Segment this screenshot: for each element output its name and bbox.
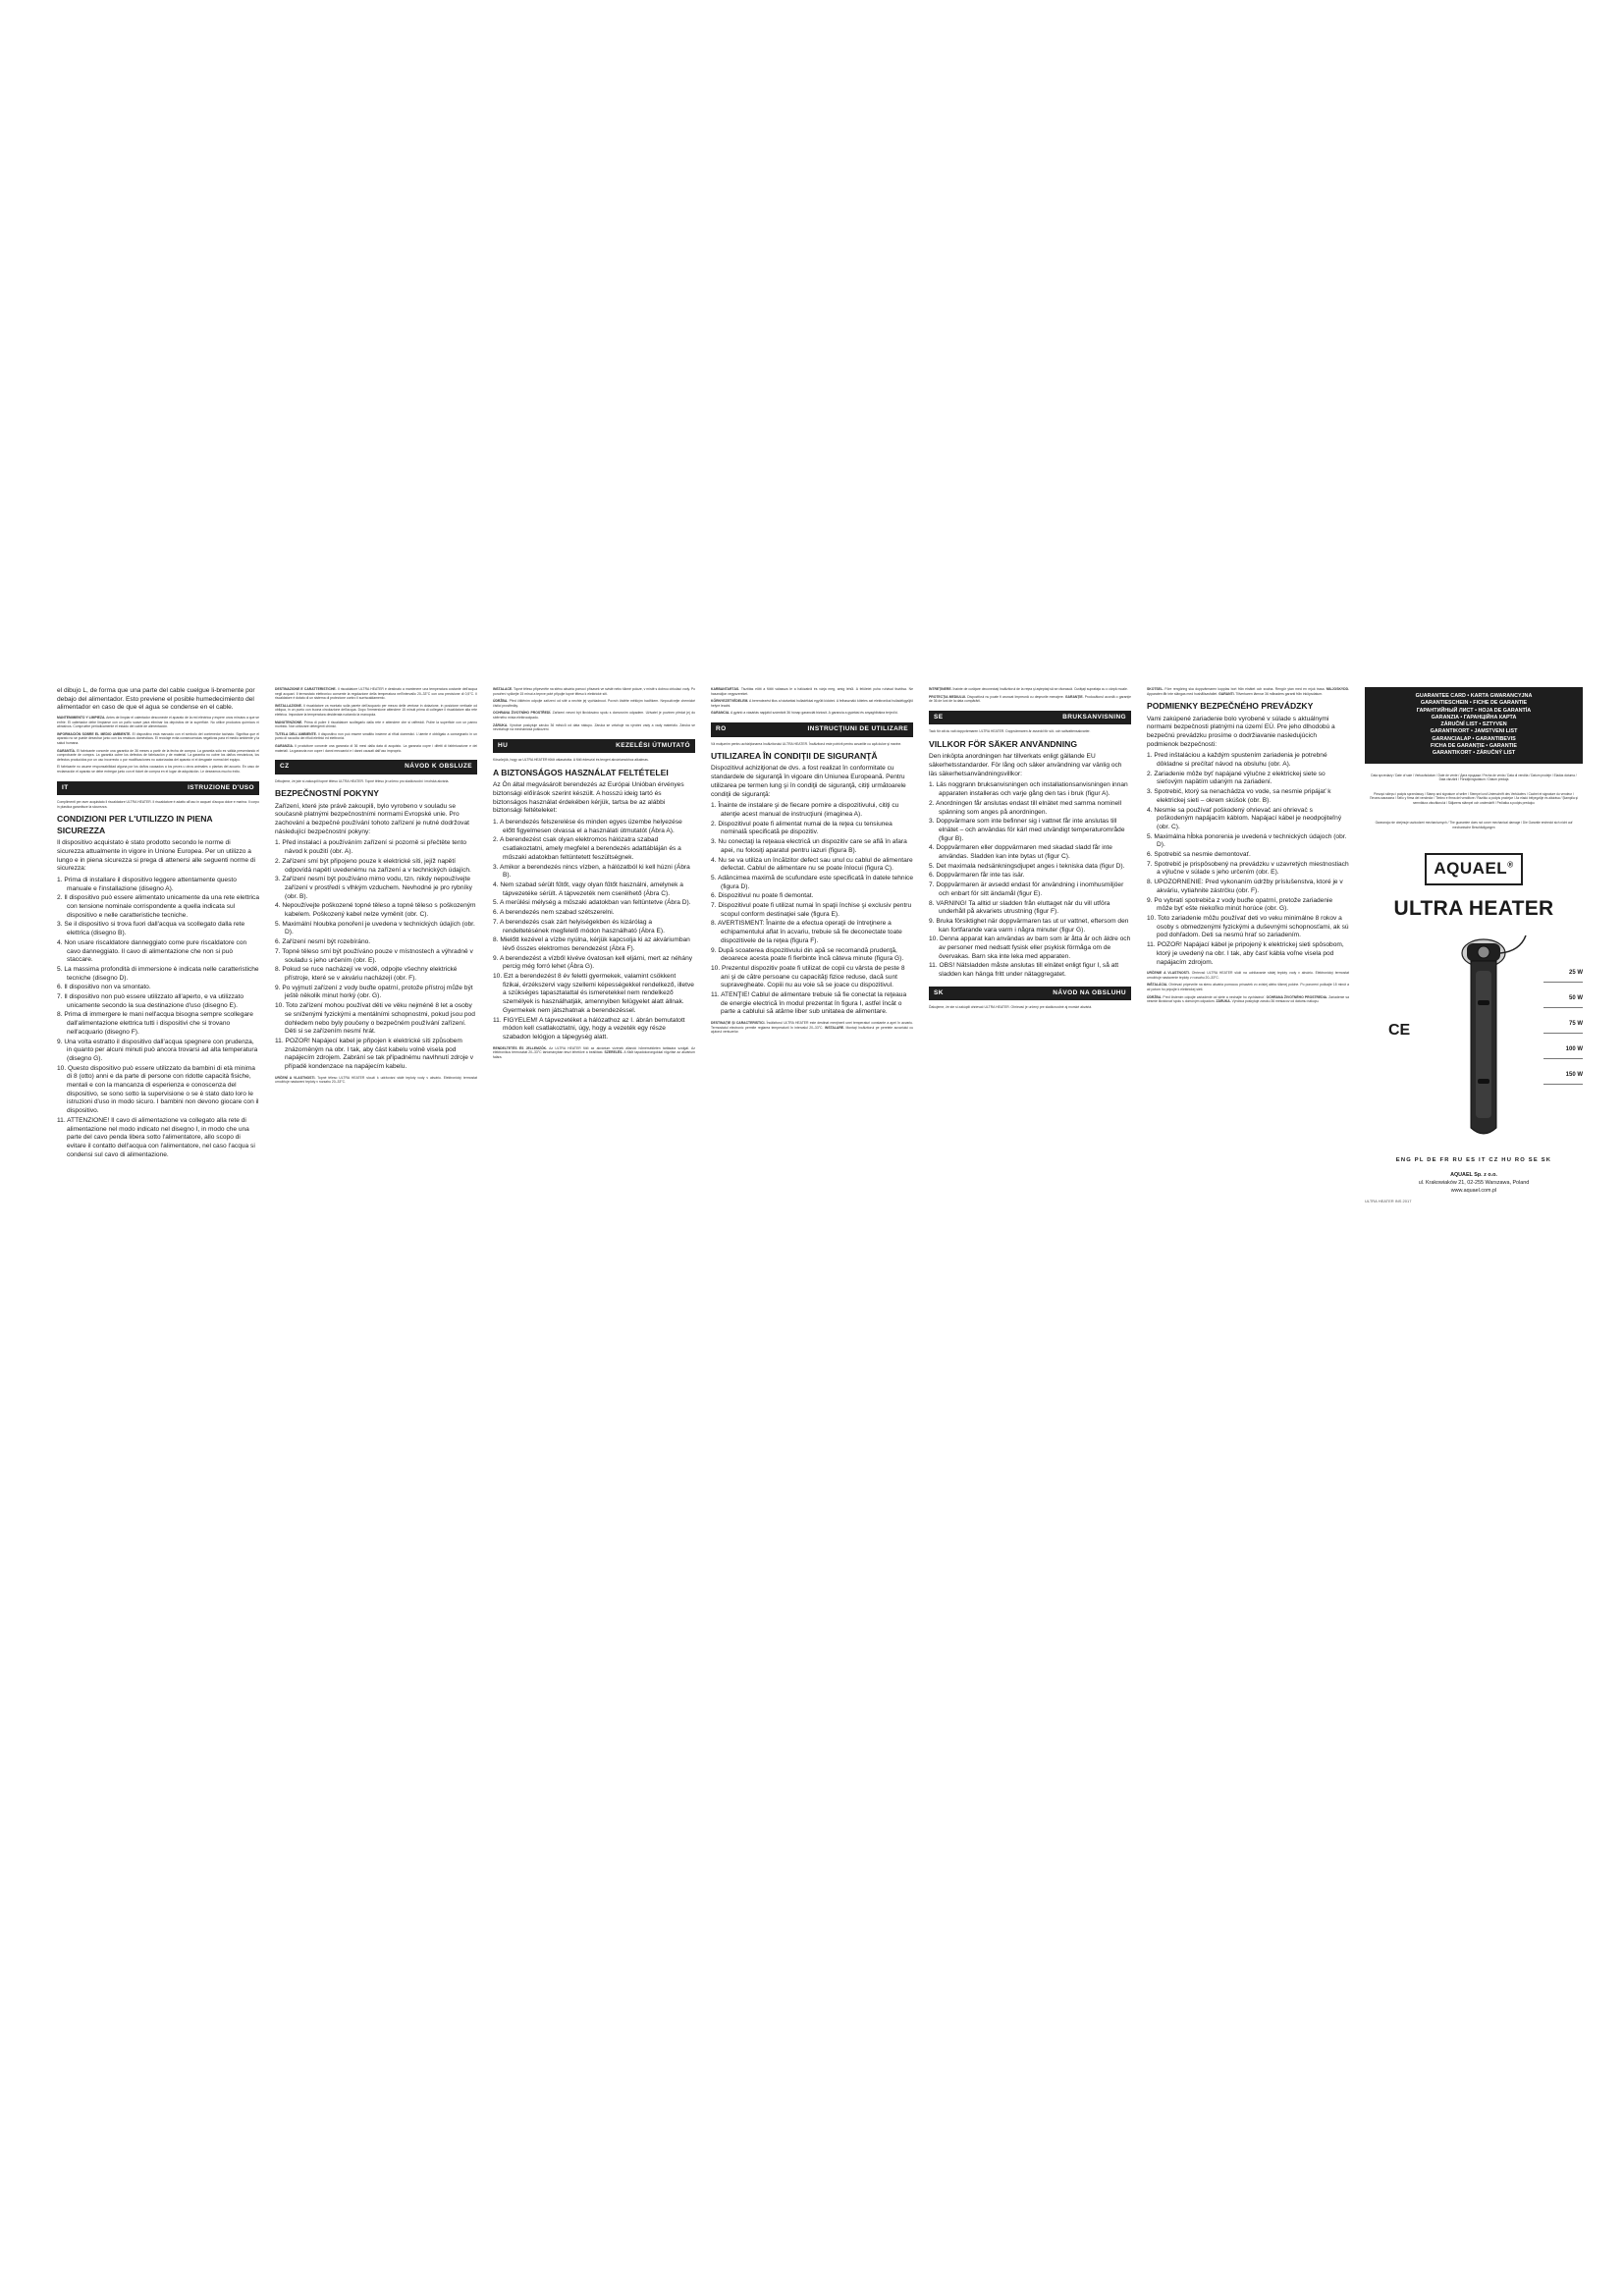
fine-print-block: DESTINAZIONE E CARATTERISTICHE. Il riscaldatore ULTRA HEATER è destinato a mantenere una temperatura costante dell'acqua negli acquari. Il termostato elettronico consente la regolazione della temperatura nell'intervallo 20–33°C con una precisione di 0,5°C. Il riscaldatore è dotato di un sistema di protezione contro il surriscaldamento. [275,687,477,701]
fine-print-block: Tack för att du valt doppvärmaren ULTRA HEATER. Doppvärmaren är avsedd för söt- och saltvattensakvarier. [929,729,1091,734]
safety-title-se: VILLKOR FÖR SÄKER ANVÄNDNING [929,738,1078,749]
power-option: 50 W [1543,983,1583,1008]
safety-item: 9. Po vybratí spotrebiča z vody buďte opatrní, pretože zariadenie môže byť ešte niekoľko minút horúce (obr. G). [1147,896,1333,913]
safety-item: 3. Amikor a berendezés nincs vízben, a hálózatból ki kell húzni (Ábra B). [493,863,690,880]
safety-item: 9. După scoaterea dispozitivului din apă se recomandă prudenţă, deoarece acesta poate fi fierbinte încă câteva minute (figura G). [711,946,904,963]
safety-item: 8. Mielőtt kezével a vízbe nyúlna, kérjük kapcsolja ki az akváriumban lévő összes elektromos berendezést (Ábra F). [493,936,690,952]
safety-item: 1. Înainte de instalare şi de fiecare pornire a dispozitivului, citiţi cu atenţie acest manual de instrucţiuni (imaginea A). [711,802,899,818]
safety-item: 3. Nu conectaţi la reţeaua electrică un dispozitiv care se află în afara apei, nu folosiţi aparatul pentru iazuri (figura B). [711,838,907,854]
safety-item: 8. AVERTISMENT: Înainte de a efectua operaţii de întreţinere a echipamentului aflat în acvariu, trebuie să fie deconectate toate dispozitivele de la reţea (figura F). [711,920,902,944]
product-title: ULTRA HEATER [1393,896,1554,920]
fine-print-block: MANTENIMIENTO Y LIMPIEZA. Antes de limpiar el calentador desconecte el aparato de la red eléctrica y espere unos minutos a que se enfríe. El calentador debe limpiarse con un paño suave para eliminar los depósitos de la superficie. No utilice productos químicos ni abrasivos. Compruebe periódicamente el estado del cable de alimentación. [57,716,259,729]
safety-intro-it: Il dispositivo acquistato è stato prodotto secondo le norme di sicurezza attualmente in vigore in Unione Europea. Per un utilizzo a lungo e in piena sicurezza si prega di attenersi alle seguenti norme di sicurezza: [57,839,255,873]
fine-print-block: RENDELTETÉS ÉS JELLEMZŐK. Az ULTRA HEATER fűtő az akvárium vizének állandó hőmérsékleten tartására szolgál. Az elektronikus termosztát 20–33°C tartományban teszi lehetővé a beállítást. SZERELÉS. A fűtőt tapadókorongokkal rögzítse az akvárium falára. [493,1045,695,1059]
fine-print-block: TUTELA DELL'AMBIENTE. Il dispositivo non può essere smaltito insieme ai rifiuti domestici. L'utente è obbligato a consegnarlo in un punto di raccolta dei rifiuti elettrici ed elettronici. [275,731,477,741]
safety-title-it: CONDIZIONI PER L'UTILIZZO IN PIENA SICUREZZA [57,814,213,835]
fine-print-block: GARANCIA. A gyártó a vásárlás napjától számított 36 hónap garanciát biztosít. A garancia a gyártási és anyaghibákra terjed ki. [711,711,898,716]
safety-item: 3. Se il dispositivo si trova fuori dall'acqua va scollegato dalla rete elettrica (disegno B). [57,921,245,937]
fine-print-block: PROTECŢIA MEDIULUI. Dispozitivul nu poate fi aruncat împreună cu deşeurile menajere. GARANŢIE. Producătorul acordă o garanţie de 36 de luni de la data cumpărării. [929,694,1131,704]
guarantee-fine-print: Pieczęć sklepu i podpis sprzedawcy / Stamp and signature of seller / Stempel und Unterschrift des Verkäufers / Cachet et signature du vendeur / Печать магазина / Sello y firma del vendedor / Timbro e firma del venditore / Razítko a podpis prodejce / Az eladó bélyegzője és aláírása / Ştampila şi semnătura vânzătorului / Säljarens stämpel och underskrift / Pečiatka a podpis predajcu [1370,791,1578,805]
safety-item: 4. Nesmie sa používať poškodený ohrievač ani ohrievač s poškodeným napájacím káblom. Napájací kábel je neodpojiteľný (obr. C). [1147,806,1342,830]
safety-item: 5. Adâncimea maximă de scufundare este specificată în datele tehnice (figura D). [711,874,913,890]
column-hu [493,687,695,1500]
safety-item: 8. Prima di immergere le mani nell'acqua bisogna sempre scollegare dall'alimentazione elettrica tutti i dispositivi che si trovano nell'acquario (disegno F). [57,1011,253,1036]
safety-item: 1. Läs noggrann bruksanvisningen och installationsanvisningen innan apparaten installeras och varje gång den tas i bruk (figur A). [929,781,1128,798]
fine-print-block: URČENÍ A VLASTNOSTI. Topné těleso ULTRA HEATER slouží k udržování stálé teploty vody v akváriu. Elektronický termostat umožňuje nastavení teploty v rozsahu 20–33°C. [275,1075,477,1085]
safety-item: 9. Bruka försiktighet när doppvärmaren tas ut ur vattnet, eftersom den kan fortfarande vara varm i några minuter (figur G). [929,917,1129,934]
manufacturer-info: AQUAEL Sp. z o.o. ul. Krakowiaków 21, 02-255 Warszawa, Poland www.aquael.com.pl [1418,1171,1530,1194]
language-codes: ENG PL DE FR RU ES IT CZ HU RO SE SK [1395,1157,1552,1164]
safety-item: 1. Prima di installare il dispositivo leggere attentamente questo manuale e l'installazione (disegno A). [57,876,237,892]
safety-item: 9. A berendezést a vízből kivéve óvatosan kell eljárni, mert az néhány percig még forró lehet (Ábra G). [493,954,693,971]
safety-item: 5. A merülési mélység a műszaki adatokban van feltüntetve (Ábra D). [493,899,691,907]
instruction-sheet [57,687,1583,1500]
guarantee-fine-print: Gwarancja nie obejmuje uszkodzeń mechanicznych / The guarantee does not cover mechanical damage / Die Garantie erstreckt sich nicht auf mechanische Beschädigungen [1375,821,1573,829]
safety-item: 7. Topné těleso smí být používáno pouze v místnostech a výhradně v souladu s jeho určením (obr. E). [275,947,473,964]
safety-item: 6. A berendezés nem szabad szétszerelni. [493,909,615,917]
column-ro [711,687,913,1500]
safety-item: 9. Una volta estratto il dispositivo dall'acqua spegnere con prudenza, in quanto per alcuni minuti può ancora trovarsi ad alta temperatura (disegno G). [57,1038,258,1062]
column-se [929,687,1131,1500]
safety-item: 4. Non usare riscaldatore danneggiato come pure riscaldatore con cavo danneggiato. Il cavo di alimentazione che non si può staccare. [57,938,247,964]
section-band-hu: HU KEZELÉSI ÚTMUTATÓ [493,739,695,754]
fine-print-block: SKÖTSEL. Före rengöring ska doppvärmaren kopplas bort från elnätet och svalna. Rengör ytan med en mjuk trasa. MILJÖSKYDD. Apparaten får inte slängas med hushållsavfallet. GARANTI. Tillverkaren lämnar 36 månaders garanti från inköpsdatum. [1147,687,1349,696]
fine-print-block: ÎNTREŢINERE. Înainte de curăţare deconectaţi încălzitorul de la reţea şi aşteptaţi să se răcească. Curăţaţi suprafaţa cu o cârpă moale. [929,687,1128,691]
safety-item: 10. Questo dispositivo può essere utilizzato da bambini di età minima di 8 (otto) anni e da parte di persone con ridotte capacità fisiche, mentali e con la mancanza di esperienza e conoscenza del dispositivo, se sono sotto la supervisione o se è stato dato loro le istruzioni d'uso in modo sicuro. I bambini non devono giocare con il dispositivo. [57,1064,259,1115]
fine-print-block: DESTINAŢIE ŞI CARACTERISTICI. Încălzitorul ULTRA HEATER este destinat menţinerii unei temperaturi constante a apei în acvariu. Termostatul electronic permite reglarea temperaturii în intervalul 20–33°C. INSTALARE. Montaţi încălzitorul pe peretele acvariului cu ajutorul ventuzelor. [711,1021,913,1035]
safety-item: 8. VARNING! Ta alltid ur sladden från eluttaget när du vill utföra underhåll på akvariets utrustning (figur F). [929,899,1110,916]
ce-mark: CE [1388,1022,1411,1040]
safety-title-cz: BEZPEČNOSTNÍ POKYNY [275,788,380,799]
fine-print-block: ÚDRŽBA. Před čištěním odpojte zařízení od sítě a nechte jej vychladnout. Povrch čistěte měkkým hadříkem. Nepoužívejte chemické čisticí prostředky. [493,699,695,708]
safety-item: 1. Pred inštaláciou a každým spustením zariadenia je potrebné dôkladne si prečítať návod na obsluhu (obr. A). [1147,752,1327,769]
fine-print-block: ÚDRŽBA. Pred čistením odpojte zariadenie od siete a nechajte ho vychladnúť. OCHRANA ŽIVOTNÉHO PROSTREDIA. Zariadenie sa nesmie likvidovať spolu s domovým odpadom. ZÁRUKA. Výrobca poskytuje záruku 36 mesiacov od dátumu nákupu. [1147,994,1349,1004]
safety-item: 10. Toto zařízení mohou používat děti ve věku nejméně 8 let a osoby se sníženými fyzickými a mentálními schopnostmi, pokud jsou pod dohledem nebo byly poučeny o bezpečném používání zařízení. Děti si se zařízením nesmí hrát. [275,1002,475,1036]
safety-title-ro: UTILIZAREA ÎN CONDIŢII DE SIGURANŢĂ [711,751,878,762]
fine-print-block: KARBANTARTÁS. Tisztítás előtt a fűtőt válassza le a hálózatról és várja meg, amíg lehűl. A felületet puha ruhával tisztítsa. Ne használjon vegyszereket. [711,687,913,696]
section-band-se: SE BRUKSANVISNING [929,711,1131,725]
safety-item: 10. Toto zariadenie môžu používať deti vo veku minimálne 8 rokov a osoby s obmedzenými fyzickými a duševnými schopnosťami, ak sú pod dohľadom. Deti sa nesmú hrať so zariadením. [1147,915,1349,939]
logo-wrap [1365,839,1583,888]
safety-intro-cz: Zařízení, které jste právě zakoupili, bylo vyrobeno v souladu se současně platnými bezpečnostními normami Evropské unie. Pro zachování a bezpečné používání tohoto zařízení je nutné dodržovat následující bezpečnostní pokyny: [275,802,469,835]
spanish-tail-text: el dibujo L, de forma que una parte del cable cuelgue li-bremente por debajo del alimentador. Esto previene el posible humedecimiento del alimentador en caso de que el agua se condense en el cable. [57,687,255,712]
fine-print-block: Complimenti per aver acquistato il riscaldatore ULTRA HEATER. Il riscaldatore è adatto all'uso in acquari d'acqua dolce e marina. Il corpo in plastica garantisce la sicurezza. [57,800,259,809]
safety-item: 3. Zařízení nesmí být používáno mimo vodu, tzn. nikdy nepoužívejte zařízení v prostředí s vlhkým vzduchem. Nevhodné je pro rybníky (obr. B). [275,876,472,900]
fine-print-block: INŠTALÁCIA. Ohrievač pripevnite na stenu akvária pomocou prísaviek vo zvislej alebo šikmej polohe. Po ponorení počkajte 15 minút a až potom ho pripojte k elektrickej sieti. [1147,983,1349,991]
guarantee-fine-print: Data sprzedaży / Date of sale / Verkaufsdatum / Date de vente / Дата продажи / Fecha de venta / Data di vendita / Datum prodeje / Eladás dátuma / Data vânzării / Försäljningsdatum / Dátum predaja [1371,773,1577,782]
fine-print-block: ZÁRUKA. Výrobce poskytuje záruku 36 měsíců od data nákupu. Záruka se vztahuje na výrobní vady a vady materiálu. Záruka se nevztahuje na mechanická poškození. [493,722,695,732]
power-option: 25 W [1543,957,1583,983]
safety-item: 7. A berendezés csak zárt helyiségekben és kizárólag a rendeltetésének megfelelő módon használható (Ábra E). [493,918,665,934]
safety-item: 2. Zariadenie môže byť napájané výlučne z elektrickej siete so sieťovým napätím udaným na zariadení. [1147,770,1326,786]
safety-item: 6. Spotrebič sa nesmie demontovať. [1147,851,1251,859]
safety-item: 4. Doppvärmaren eller doppvärmaren med skadad sladd får inte användas. Sladden kan inte bytas ut (figur C). [929,844,1112,861]
safety-item: 11. POZOR! Napájecí kabel je připojen k elektrické síti způsobem znázorněným na obr. I tak, aby část kabelu volně visela pod napájecím zdrojem. Zabrání se tak případnému navlhnutí zdroje v případě kondenzace na napájecím kabelu. [275,1037,474,1071]
safety-item: 2. A berendezést csak olyan elektromos hálózatra szabad csatlakoztatni, amely megfelel a berendezés adattábláján és a műszaki adatokban feltüntetett feszültségnek. [493,836,681,861]
safety-item: 11. ATTENZIONE! Il cavo di alimentazione va collegato alla rete di alimentazione nel modo indicato nel disegno I, in modo che una parte del cavo penda libera sotto l'alimentatore, allo scopo di evitare il contatto dell'acqua con l'alimentatore, nel caso l'acqua si condensi sul cavo di alimentazione. [57,1116,255,1158]
column-product-panel [1365,687,1583,1500]
safety-item: 2. Zařízení smí být připojeno pouze k elektrické síti, jejíž napětí odpovídá napětí uvedenému na zařízení a v technických údajích. [275,857,471,874]
safety-item: 11. OBS! Nätsladden måste anslutas till elnätet enligt figur I, så att sladden kan hänga fritt under nätaggregatet. [929,962,1119,979]
aquael-logo: AQUAEL® [1425,853,1522,884]
column-sk [1147,687,1349,1500]
safety-title-hu: A BIZTONSÁGOS HASZNÁLAT FELTÉTELEI [493,767,669,777]
safety-item: 11. FIGYELEM! A tápvezetéket a hálózathoz az I. ábrán bemutatott módon kell csatlakoztatni, úgy, hogy a vezeték egy része szabadon lelógjon a tápegység alatt. [493,1016,685,1041]
section-band-cz: CZ NÁVOD K OBSLUZE [275,760,477,774]
fine-print-block: MANUTENZIONE. Prima di pulire il riscaldatore scollegarlo dalla rete e attendere che si raffreddi. Pulire la superficie con un panno morbido. Non utilizzare detergenti chimici. [275,720,477,729]
safety-item: 10. Denna apparat kan användas av barn som är åtta år och äldre och av personer med nedsatt fysisk eller psykisk förmåga om de övervakas. Barn ska inte leka med apparaten. [929,935,1131,960]
heater-illustration [1365,932,1583,1146]
safety-item: 11. POZOR! Napájací kábel je pripojený k elektrickej sieti spôsobom, ktorý je uvedený na obr. I tak, aby časť kábla voľne visela pod napájacím zdrojom. [1147,941,1344,966]
fine-print-block: Vă mulţumim pentru achiziţionarea încălzitorului ULTRA HEATER. Încălzitorul este potrivit pentru acvariile cu apă dulce şi marine. [711,741,902,746]
document-code: ULTRA HEATER INS 2017 [1365,1199,1412,1204]
safety-item: 10. Ezt a berendezést 8 év feletti gyermekek, valamint csökkent fizikai, érzékszervi vagy szellemi képességekkel rendelkező, illetve a szükséges tapasztalattal és ismeretekkel nem rendelkező személyek is használhatják, amennyiben felügyelet alatt állnak. Gyermekek nem játszhatnak a berendezéssel. [493,973,694,1014]
safety-item: 8. Pokud se ruce nacházejí ve vodě, odpojte všechny elektrické přístroje, které se v akváriu nacházejí (obr. F). [275,966,458,982]
safety-item: 1. Před instalací a používáním zařízení si pozorně si přečtěte tento návod k použití (obr. A). [275,839,466,856]
power-list [1543,957,1583,1085]
fine-print-block: Köszönjük, hogy az ULTRA HEATER fűtőt választotta. A fűtő édesvízi és tengeri akváriumokhoz alkalmas. [493,758,649,763]
fine-print-block: OCHRANA ŽIVOTNÍHO PROSTŘEDÍ. Zařízení nesmí být likvidováno spolu s domovním odpadem. Uživatel je povinen předat jej do sběrného místa elektroodpadu. [493,711,695,720]
fine-print-block: Ďakujeme, že ste si zakúpili ohrievač ULTRA HEATER. Ohrievač je určený pre sladkovodné aj morské akváriá. [929,1005,1093,1010]
safety-item: 4. Nem szabad sérült fűtőt, vagy olyan fűtőt használni, amelynek a tápvezetéke sérült. A tápvezeték nem cserélhető (Ábra C). [493,881,683,897]
safety-item: 7. Il dispositivo non può essere utilizzato all'aperto, e va utilizzato unicamente secondo la sua destinazione d'uso (disegno E). [57,993,244,1009]
fine-print-block: GARANTÍA. El fabricante concede una garantía de 36 meses a partir de la fecha de compra. La garantía sólo es válida presentando el comprobante de compra. La garantía cubre los defectos de fabricación y de material. La garantía no cubre los daños mecánicos, los defectos producidos por un uso incorrecto o por modificaciones no autorizadas del aparato ni el desgaste normal del equipo. [57,748,259,762]
heater-drawing [1430,932,1538,1146]
column-it [57,687,259,1500]
fine-print-block: URČENIE A VLASTNOSTI. Ohrievač ULTRA HEATER slúži na udržiavanie stálej teploty vody v akváriu. Elektronický termostat umožňuje nastavenie teploty v rozsahu 20–33°C. [1147,971,1349,980]
safety-item: 4. Nu se va utiliza un încălzitor defect sau unul cu cablul de alimentare defectat. Cablul de alimentare nu se poate înlocui (figura C). [711,856,913,873]
safety-intro-ro: Dispozitivul achiziţionat de dvs. a fost realizat în conformitate cu standardele de siguranţă în vigoare din Uniunea Europeană. Pentru utilizarea pe termen lung şi în condiţii de siguranţă, citiţi următoarele condiţii de siguranţă: [711,765,906,798]
fine-print-block: INSTALLAZIONE. Il riscaldatore va montato sulla parete dell'acquario per mezzo delle ventose in dotazione, in posizione verticale od obliqua, in un punto con buona circolazione dell'acqua. Dopo l'immersione attendere 15 minuti prima di collegare il riscaldatore alla rete elettrica. Impostare la temperatura desiderata ruotando la manopola. [275,703,477,717]
section-band-ro: RO INSTRUCŢIUNI DE UTILIZARE [711,722,913,737]
safety-item: 10. Prezentul dispozitiv poate fi utilizat de copii cu vârsta de peste 8 ani şi de către persoane cu capacităţi fizice reduse, dacă sunt supravegheate. Copiii nu au voie să se joace cu dispozitivul. [711,964,905,989]
safety-item: 7. Doppvärmaren är avsedd endast för användning i inomhusmiljöer och enbart för sitt ändamål (figur E). [929,881,1124,897]
fine-print-block: INSTALACE. Topné těleso připevněte na stěnu akvária pomocí přísavek ve svislé nebo šikmé poloze, v místě s dobrou cirkulací vody. Po ponoření vyčkejte 15 minut a teprve poté připojte topné těleso k elektrické síti. [493,687,695,696]
safety-intro-hu: Az Ön által megvásárolt berendezés az Európai Unióban érvényes biztonsági előírások szerint készült. A hosszú ideig tartó és biztonságos használat érdekében kérjük, tartsa be az alábbi biztonsági feltételeket: [493,781,684,815]
safety-title-sk: PODMIENKY BEZPEČNÉHO PREVÁDZKY [1147,701,1314,712]
fine-print-block: GARANZIA. Il produttore concede una garanzia di 36 mesi dalla data di acquisto. La garanzia copre i difetti di fabbricazione e dei materiali. La garanzia non copre i danni meccanici e i danni causati dall'uso improprio. [275,743,477,753]
safety-intro-sk: Vami zakúpené zariadenie bolo vyrobené v súlade s aktuálnymi normami bezpečnosti platnými na území EÚ. Pre jeho dlhodobú a bezpečnú prevádzku prosíme o dodržiavanie nasledujúcich podmienok bezpečnosti: [1147,715,1335,748]
fine-print-block: KÖRNYEZETVÉDELEM. A berendezést tilos a háztartási hulladékkal együtt kidobni. A felhasználó köteles azt elektronikai hulladékgyűjtő helyre leadni. [711,699,913,708]
fine-print-block: Děkujeme, že jste si zakoupili topné těleso ULTRA HEATER. Topné těleso je určeno pro sladkovodní i mořská akvária. [275,778,450,783]
safety-item: 2. Anordningen får anslutas endast till elnätet med samma nominell spänning som anges på anordningen. [929,799,1122,816]
safety-item: 4. Nepoužívejte poškozené topné těleso a topné těleso s poškozeným kabelem. Poškozený kabel nelze vyměnit (obr. C). [275,902,476,919]
safety-item: 7. Spotrebič je prispôsobený na prevádzku v uzavretých miestnostiach a výlučne v súlade s jeho určením (obr. E). [1147,860,1349,877]
section-band-it: IT ISTRUZIONE D'USO [57,781,259,796]
section-band-sk: SK NÁVOD NA OBSLUHU [929,987,1131,1001]
safety-item: 8. UPOZORNENIE: Pred vykonaním údržby príslušenstva, ktoré je v akváriu, vytiahnite zástrčku (obr. F). [1147,879,1343,894]
safety-item: 6. Dispozitivul nu poate fi demontat. [711,892,814,900]
safety-item: 2. Dispozitivul poate fi alimentat numai de la reţea cu tensiunea nominală specificată pe dispozitiv. [711,820,893,836]
safety-item: 5. Det maximala nedsänkningsdjupet anges i tekniska data (figur D). [929,862,1125,870]
fine-print-block: El fabricante no asume responsabilidad alguna por los daños causados a los peces u otros animales o plantas del acuario. En caso de reclamación el aparato se debe entregar junto con el ticket de compra en el lugar de adquisición. Le deseamos mucho éxito. [57,765,259,774]
power-option: 150 W [1543,1059,1583,1085]
safety-intro-se: Den inköpta anordningen har tillverkats enligt gällande EU säkerhetsstandarder. För lång och säker användning var vänlig och läs säkerhetsanvändningsvillkor: [929,753,1122,777]
safety-item: 5. La massima profondità di immersione è indicata nelle caratteristiche tecniche (disegno D). [57,965,259,982]
column-cz [275,687,477,1500]
safety-item: 3. Spotrebič, ktorý sa nenachádza vo vode, sa nesmie pripájať k elektrickej sieti – okrem skúšok (obr. B). [1147,788,1331,804]
guarantee-card-header: GUARANTEE CARD • KARTA GWARANCYJNA GARANTIESCHEIN • FICHE DE GARANTIE ГАРАНТИЙНЫЙ ЛИСТ • HOJA DE GARANTÍA GARANZIA • ГАРАНЦІЙНА КАРТА ZÁRUČNÍ LIST • SZTYVEN GARANTIKORT • JAMSTVENI LIST GARANCIALAP • GARANTIBEVIS FICHA DE GARANȚIE • GARANTIE GARANTIKORT • ZÁRUČNÝ LIST [1365,687,1583,764]
safety-item: 11. ATENŢIE! Cablul de alimentare trebuie să fie conectat la reţeaua de energie electrică în modul prezentat în figura I, astfel încât o parte a cablului să atârne liber sub unitatea de alimentare. [711,991,907,1016]
safety-item: 6. Doppvärmaren får inte tas isär. [929,872,1025,880]
power-option: 75 W [1543,1008,1583,1034]
power-option: 100 W [1543,1034,1583,1059]
safety-item: 7. Dispozitivul poate fi utilizat numai în spaţii închise şi exclusiv pentru scopul conform destinaţiei sale (figura E). [711,902,912,918]
safety-item: 6. Zařízení nesmí být rozebíráno. [275,938,371,946]
fine-print-block: INFORMACIÓN SOBRE EL MEDIO AMBIENTE. El dispositivo está marcado con el símbolo del contenedor tachado. Significa que el aparato no se puede desechar junto con los residuos domésticos. El reciclaje evita consecuencias negativas para el medio ambiente y la salud humana. [57,731,259,746]
safety-item: 1. A berendezés felszerelése és minden egyes üzembe helyezése előtt figyelmesen olvassa el a használati útmutatót (Ábra A). [493,819,682,834]
safety-item: 2. Il dispositivo può essere alimentato unicamente da una rete elettrica con tensione nominale corrispondente a quella indicata sul dispositivo e nelle caratteristiche tecniche. [57,894,259,919]
safety-item: 9. Po vyjmutí zařízení z vody buďte opatrní, protože přístroj může být ještě několik minut horký (obr. G). [275,984,473,1000]
safety-item: 5. Maximální hloubka ponoření je uvedena v technických údajích (obr. D). [275,920,475,936]
safety-item: 6. Il dispositivo non va smontato. [57,984,151,991]
safety-item: 3. Doppvärmare som inte befinner sig i vattnet får inte anslutas till elnätet – och användas för kärl med utvändigt temperaturområde (figur B). [929,818,1125,842]
safety-item: 5. Maximálna hĺbka ponorenia je uvedená v technických údajoch (obr. D). [1147,832,1347,849]
